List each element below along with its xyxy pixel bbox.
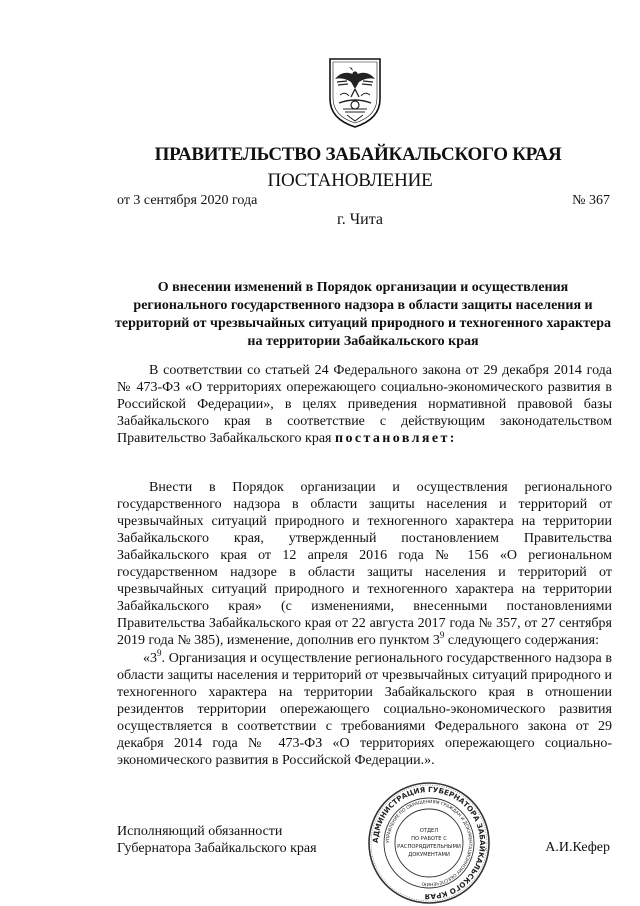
- main-superscript: 9: [439, 630, 445, 640]
- position-line-2: Губернатора Забайкальского края: [117, 841, 317, 856]
- clause-prefix: «3: [143, 651, 157, 666]
- document-date: от 3 сентября 2020 года: [117, 193, 258, 208]
- stamp-center-line-1: ОТДЕЛ: [419, 828, 439, 834]
- stamp-inner-text: УПРАВЛЕНИЕ ПО ОБРАЩЕНИЯМ ГРАЖДАН И ДОКУМЕНТАЦИОННОМУ ОБЕСПЕЧЕНИЮ: [385, 799, 473, 887]
- signatory-position: [117, 823, 317, 857]
- main-paragraph: [117, 479, 612, 649]
- document-title: О внесении изменений в Порядок организации и осуществления регионального государственного надзора в области защиты населения и территорий от чрезвычайных ситуаций природного и техногенного характера на территории Забайкальского края: [115, 280, 611, 349]
- svg-text:УПРАВЛЕНИЕ ПО ОБРАЩЕНИЯМ ГРАЖД: [385, 799, 473, 887]
- position-line-1: Исполняющий обязанности: [117, 824, 283, 839]
- new-clause-paragraph: [117, 650, 612, 769]
- government-name: ПРАВИТЕЛЬСТВО ЗАБАЙКАЛЬСКОГО КРАЯ: [154, 144, 562, 165]
- main-text: Внести в Порядок организации и осуществления регионального государственного надзора в области защиты населения и территорий от чрезвычайных ситуаций природного и техногенного характера на территории Забайкальского края, утвержденный постановлением Правительства Забайкальского края от 12 апреля 2016 года № 156 «О региональном государственном надзоре в области защиты населения и территорий от чрезвычайных ситуаций природного и техногенного характера на территории Забайкальского края» (с изменениями, внесенными постановлениями Правительства Забайкальского края от 22 августа 2017 года № 357, от 27 сентября 2019 года № 385), изменение, дополнив его пунктом 3: [117, 480, 612, 648]
- stamp-center-line-3: РАСПОРЯДИТЕЛЬНЫМИ: [397, 844, 461, 850]
- document-number: № 367: [572, 193, 610, 208]
- main-text-end: следующего содержания:: [444, 633, 599, 648]
- stamp-center-line-4: ДОКУМЕНТАМИ: [408, 852, 450, 858]
- stamp-outer-text: АДМИНИСТРАЦИЯ ГУБЕРНАТОРА ЗАБАЙКАЛЬСКОГО КРАЯ: [370, 784, 488, 902]
- official-stamp: [366, 780, 492, 906]
- signatory-name: А.И.Кефер: [545, 840, 610, 855]
- resolves-word: постановляет:: [334, 431, 457, 446]
- stamp-center-line-2: ПО РАБОТЕ С: [411, 836, 447, 842]
- clause-text: . Организация и осуществление регионального государственного надзора в области защиты населения и территорий от чрезвычайных ситуаций природного и техногенного характера на территории Забайкальского края в отношении резидентов территории опережающего социально-экономического развития осуществляется в соответствии с требованиями Федерального закона от 29 декабря 2014 года № 473-ФЗ «О территориях опережающего социально-экономического развития в Российской Федерации.».: [117, 651, 612, 768]
- coat-of-arms-icon: [325, 55, 385, 129]
- preamble-paragraph: [117, 362, 612, 447]
- document-type: ПОСТАНОВЛЕНИЕ: [267, 170, 433, 191]
- preamble-text: В соответствии со статьей 24 Федерального закона от 29 декабря 2014 года № 473-ФЗ «О территориях опережающего социально-экономического развития в Российской Федерации», в целях приведения нормативной правовой базы Забайкальского края в соответствие с действующим законодательством Правительство Забайкальского края: [117, 363, 612, 446]
- clause-superscript: 9: [157, 648, 162, 658]
- document-city: г. Чита: [336, 211, 383, 228]
